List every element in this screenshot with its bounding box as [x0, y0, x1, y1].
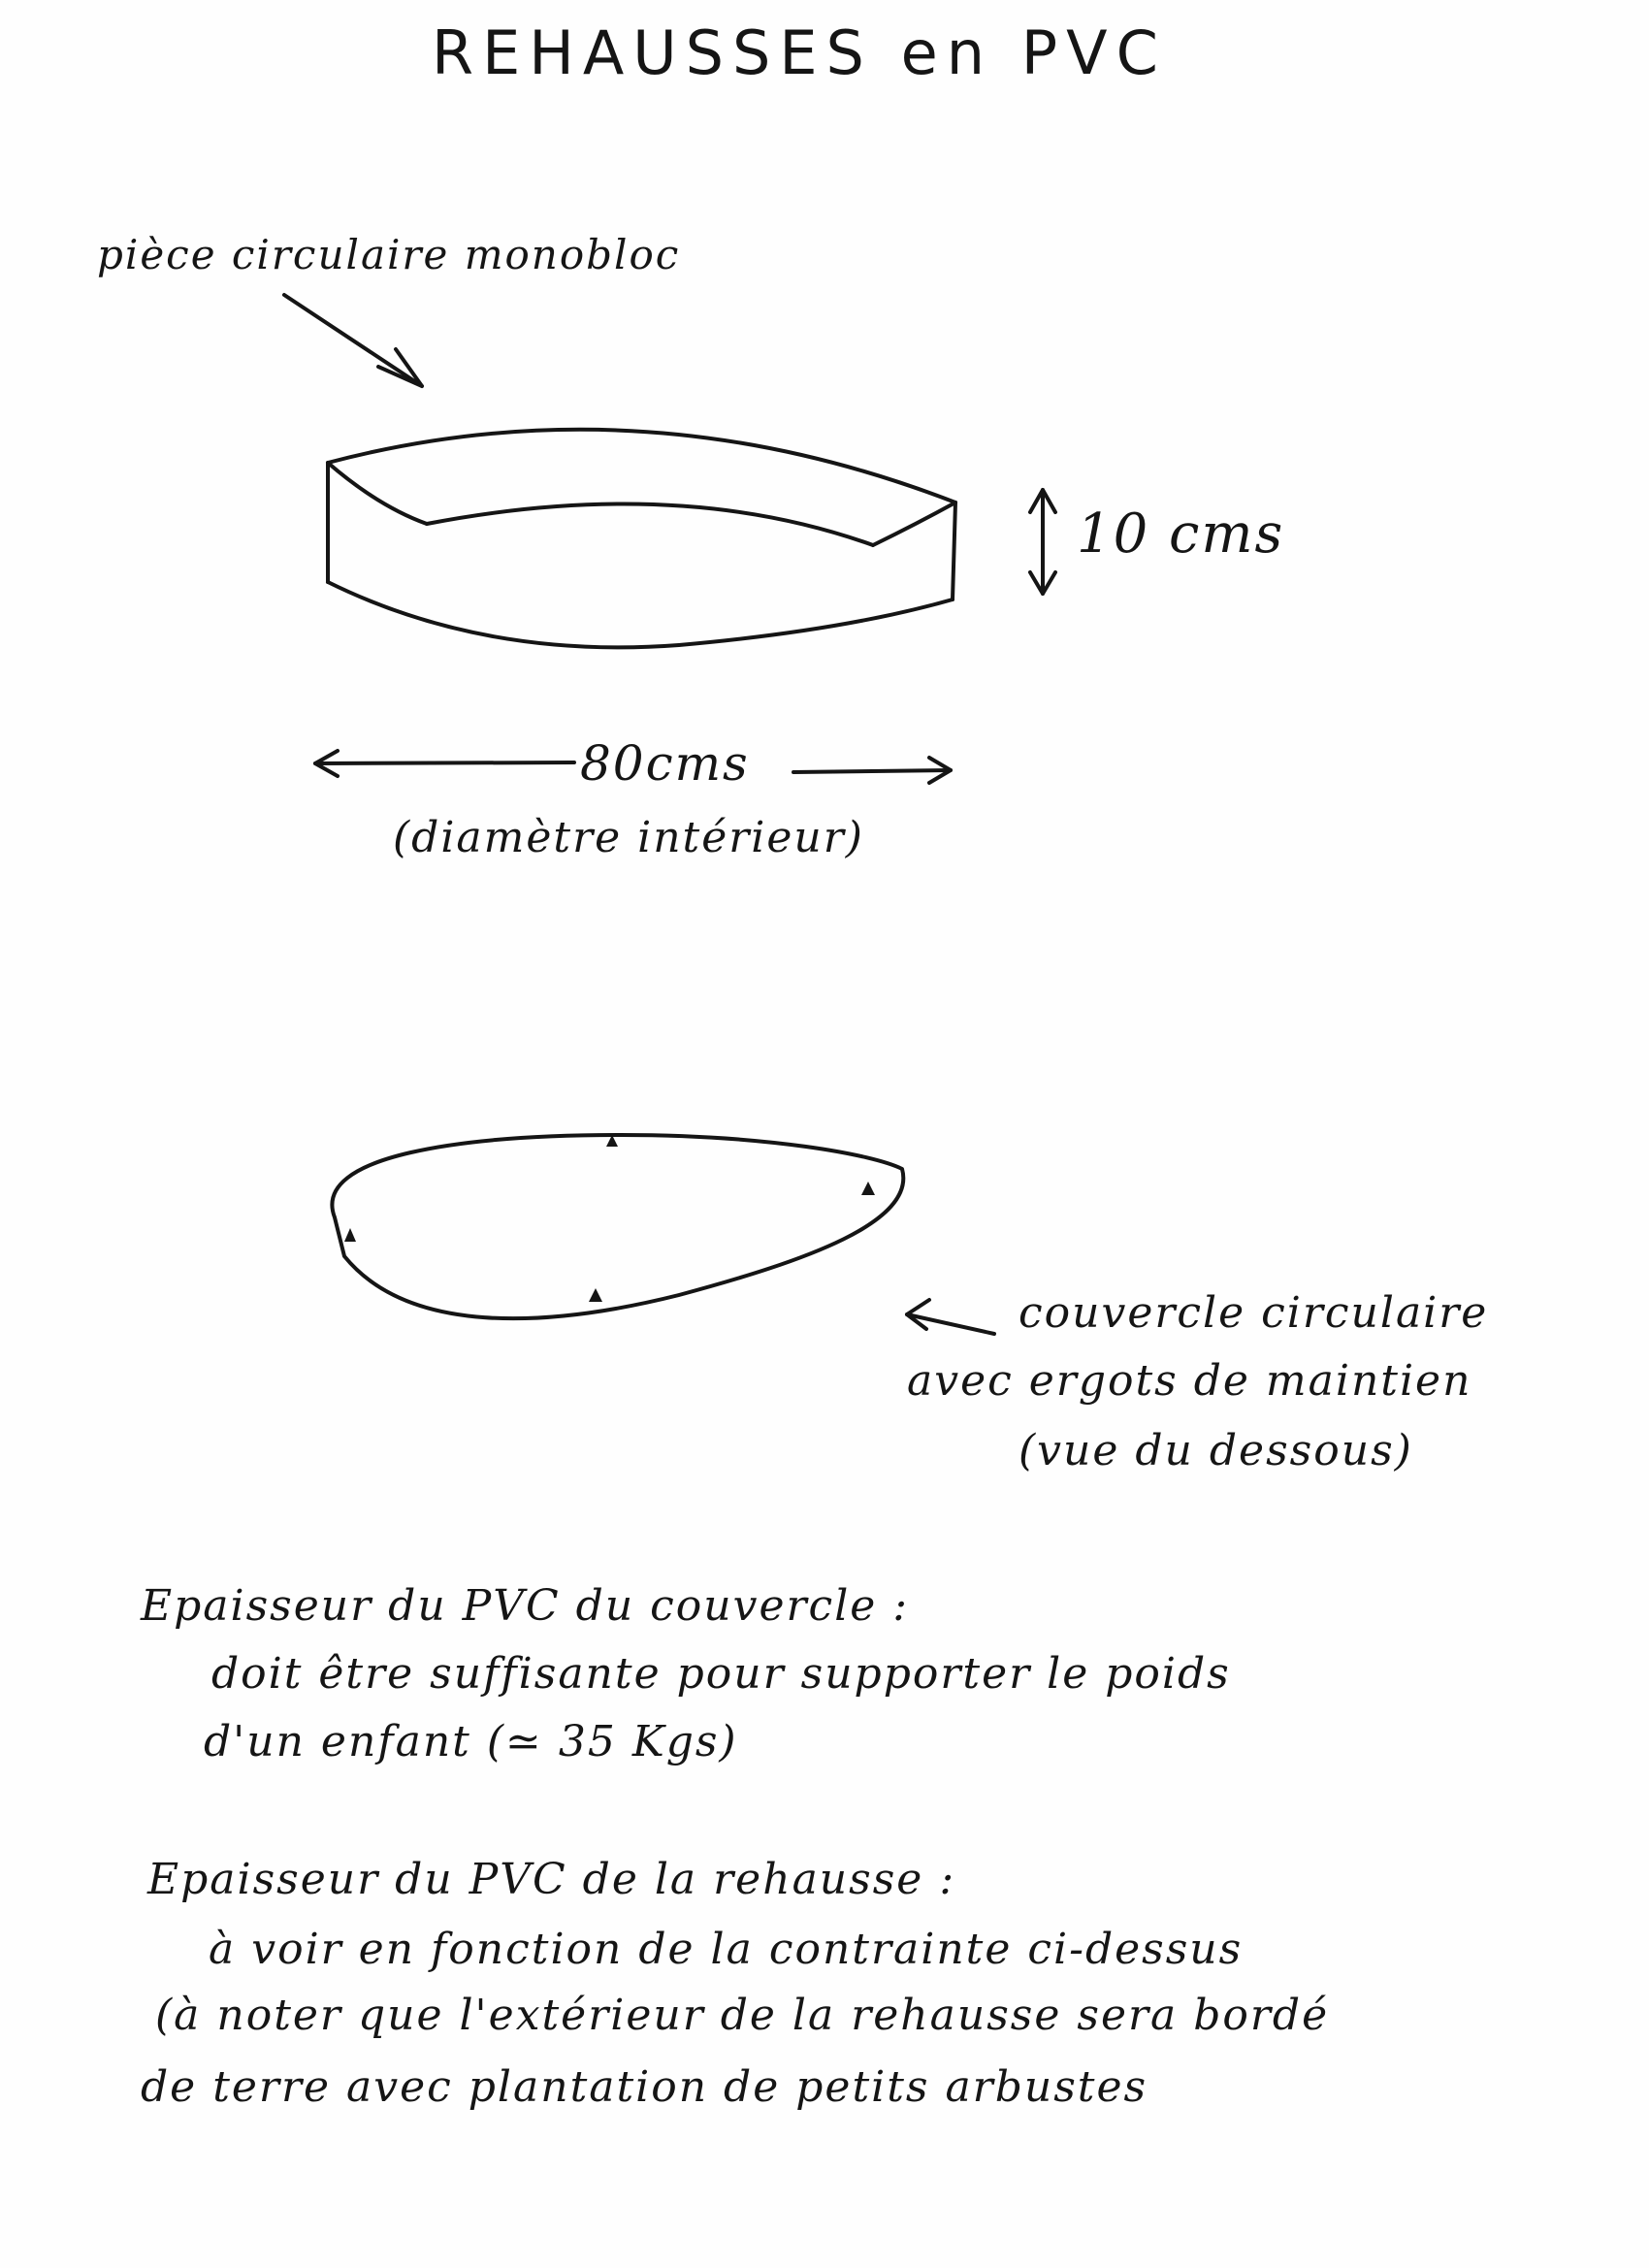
note-line: à voir en fonction de la contrainte ci-dessus — [209, 1925, 1244, 1974]
cover-label-line1: couvercle circulaire — [1018, 1288, 1489, 1338]
ring-inner-left — [328, 463, 427, 524]
note-line: de terre avec plantation de petits arbustes — [141, 2062, 1148, 2112]
diameter-line-right — [793, 770, 951, 772]
cover-lug-left — [344, 1228, 356, 1242]
cover-lug-right — [861, 1182, 875, 1195]
note-line: Epaisseur du PVC de la rehausse : — [147, 1855, 956, 1904]
ring-inner-right — [873, 502, 955, 545]
note-line: doit être suffisante pour supporter le poids — [211, 1649, 1231, 1699]
ring-right-side — [953, 502, 955, 599]
cover-outline — [332, 1135, 903, 1318]
ring-label: pièce circulaire monobloc — [97, 231, 681, 278]
note-line: d'un enfant (≃ 35 Kgs) — [204, 1717, 738, 1766]
ring-inner-top-edge — [427, 504, 873, 545]
ring-height-label: 10 cms — [1077, 502, 1285, 566]
pointer-arrowhead-cover — [907, 1300, 929, 1329]
page-title: REHAUSSES en PVC — [432, 17, 1167, 88]
note-line: (à noter que l'extérieur de la rehausse sera bordé — [155, 1991, 1330, 2040]
cover-label-line3: (vue du dessous) — [1018, 1426, 1413, 1475]
ring-diameter-label: 80cms — [580, 735, 750, 792]
ring-outer-top-edge — [328, 430, 955, 502]
cover-label-line2: avec ergots de maintien — [907, 1356, 1472, 1406]
pointer-arrow-ring — [284, 295, 422, 386]
note-line: Epaisseur du PVC du couvercle : — [141, 1581, 910, 1631]
cover-lug-bottom — [589, 1288, 602, 1302]
diameter-line-left — [315, 762, 574, 763]
ring-diameter-note: (diamètre intérieur) — [393, 813, 864, 862]
ring-bottom-edge — [328, 582, 953, 647]
